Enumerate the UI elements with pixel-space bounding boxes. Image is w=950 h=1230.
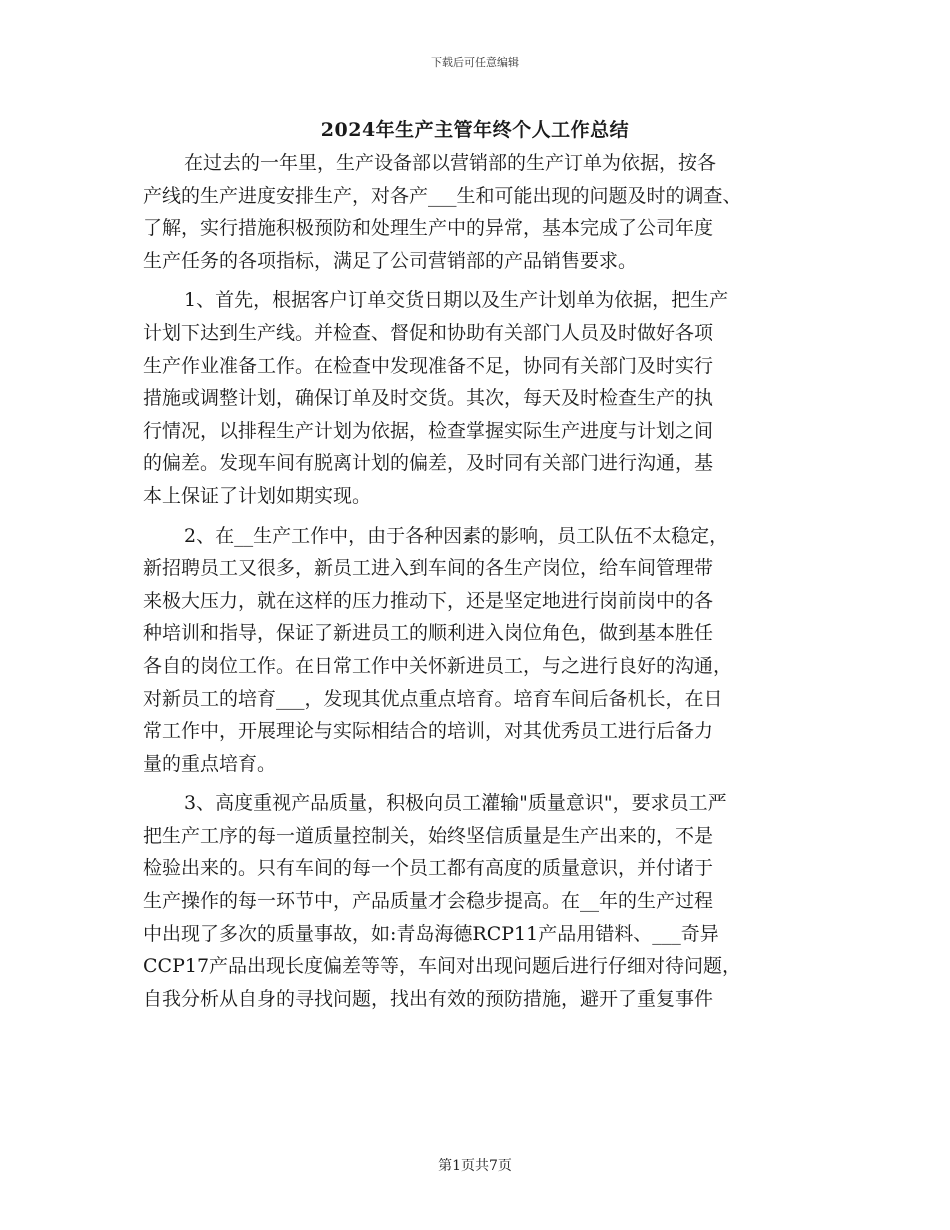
paragraph-line: 措施或调整计划，确保订单及时交货。其次，每天及时检查生产的执 [143,387,714,410]
paragraph-line: 生产作业准备工作。在检查中发现准备不足，协同有关部门及时实行 [143,354,714,377]
paragraph-line: 产线的生产进度安排生产，对各产___生和可能出现的问题及时的调查、 [143,184,742,207]
paragraph-line: 1、首先，根据客户订单交货日期以及生产计划单为依据，把生产 [184,289,729,312]
paragraph-line: 计划下达到生产线。并检查、督促和协助有关部门人员及时做好各项 [143,321,714,344]
paragraph-line: 常工作中，开展理论与实际相结合的培训，对其优秀员工进行后备力 [143,720,714,743]
paragraph-line: 来极大压力，就在这样的压力推动下，还是坚定地进行岗前岗中的各 [143,589,714,612]
paragraph-1 [143,284,815,512]
paragraph-3 [143,787,815,1015]
paragraph-line: 2、在__生产工作中，由于各种因素的影响，员工队伍不太稳定， [184,524,729,547]
paragraph-line: 量的重点培育。 [143,752,277,775]
header-note: 下载后可任意编辑 [431,56,519,69]
paragraph-gap [143,513,815,520]
paragraph-line: 了解，实行措施积极预防和处理生产中的异常，基本完成了公司年度 [143,217,714,240]
paragraph-line: 的偏差。发现车间有脱离计划的偏差，及时同有关部门进行沟通，基 [143,452,714,475]
paragraph-line: 本上保证了计划如期实现。 [143,484,372,507]
document-title: 2024年生产主管年终个人工作总结 [320,119,630,141]
paragraph-line: 在过去的一年里，生产设备部以营销部的生产订单为依据，按各 [184,152,717,174]
paragraph-line: 生产任务的各项指标，满足了公司营销部的产品销售要求。 [143,249,638,272]
document-body [143,147,815,1015]
paragraph-line: 对新员工的培育___，发现其优点重点培育。培育车间后备机长，在日 [143,687,723,710]
paragraph-line: 种培训和指导，保证了新进员工的顺利进入岗位角色，做到基本胜任 [143,622,714,645]
paragraph-line: 各自的岗位工作。在日常工作中关怀新进员工，与之进行良好的沟通， [143,654,733,677]
paragraph-line: 3、高度重视产品质量，积极向员工灌输"质量意识"，要求员工严 [184,792,727,815]
paragraph-line: CCP17产品出现长度偏差等等，车间对出现问题后进行仔细对待问题， [143,955,742,978]
paragraph-line: 新招聘员工又很多，新员工进入到车间的各生产岗位，给车间管理带 [143,557,714,580]
paragraph-gap [143,780,815,787]
paragraph-line: 行情况，以排程生产计划为依据，检查掌握实际生产进度与计划之间 [143,419,714,442]
paragraph-gap [143,277,815,284]
paragraph-line: 自我分析从自身的寻找问题，找出有效的预防措施，避开了重复事件 [143,987,714,1010]
paragraph-line: 中出现了多次的质量事故，如:青岛海德RCP11产品用错料、___奇异 [143,922,719,945]
paragraph-2 [143,520,815,781]
page-number-footer: 第1页共7页 [438,1158,512,1174]
paragraph-line: 检验出来的。只有车间的每一个员工都有高度的质量意识，并付诸于 [143,857,714,880]
paragraph-line: 生产操作的每一环节中，产品质量才会稳步提高。在__年的生产过程 [143,890,714,913]
paragraph-intro [143,147,815,277]
paragraph-line: 把生产工序的每一道质量控制关，始终坚信质量是生产出来的，不是 [143,824,714,847]
